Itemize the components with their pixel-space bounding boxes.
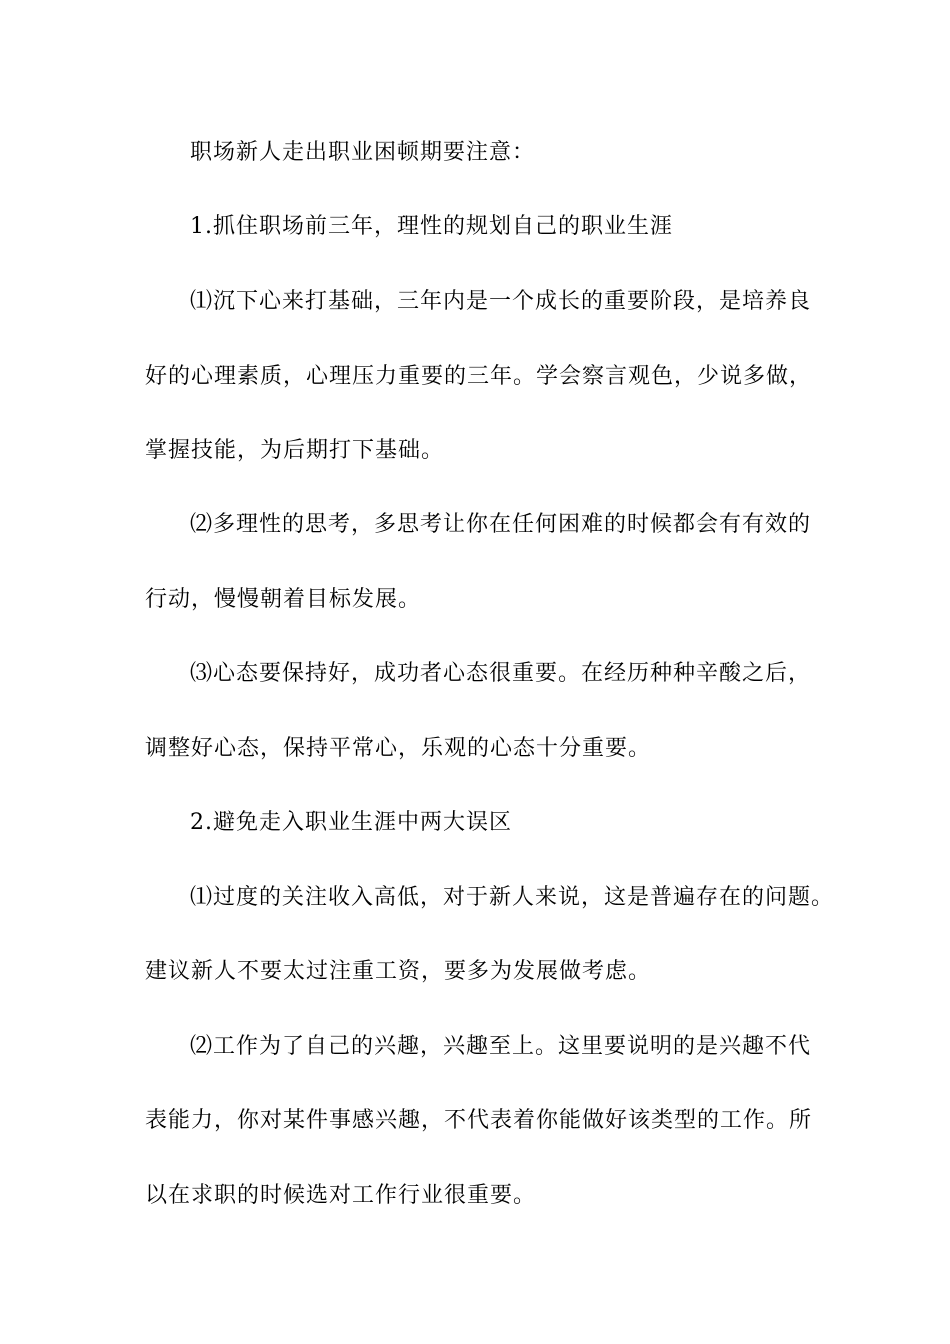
paragraph-1-line-2: 好的心理素质，心理压力重要的三年。学会察言观色，少说多做， — [145, 364, 813, 389]
paragraph-4-line-1: ⑴过度的关注收入高低，对于新人来说，这是普遍存在的问题。 — [190, 885, 835, 910]
paragraph-4-line-2: 建议新人不要太过注重工资，要多为发展做考虑。 — [145, 959, 652, 984]
section-heading-2: 2.避免走入职业生涯中两大误区 — [190, 810, 512, 835]
paragraph-5-line-1: ⑵工作为了自己的兴趣，兴趣至上。这里要说明的是兴趣不代 — [190, 1034, 812, 1059]
section-heading-1: 1.抓住职场前三年，理性的规划自己的职业生涯 — [190, 214, 673, 239]
document-title: 职场新人走出职业困顿期要注意： — [190, 140, 536, 165]
paragraph-1-line-3: 掌握技能，为后期打下基础。 — [145, 438, 445, 463]
paragraph-5-line-2: 表能力，你对某件事感兴趣，不代表着你能做好该类型的工作。所 — [145, 1108, 813, 1133]
paragraph-3-line-2: 调整好心态，保持平常心，乐观的心态十分重要。 — [145, 736, 652, 761]
paragraph-2-line-1: ⑵多理性的思考，多思考让你在任何困难的时候都会有有效的 — [190, 512, 812, 537]
paragraph-2-line-2: 行动，慢慢朝着目标发展。 — [145, 587, 422, 612]
paragraph-5-line-3: 以在求职的时候选对工作行业很重要。 — [145, 1183, 537, 1208]
paragraph-1-line-1: ⑴沉下心来打基础，三年内是一个成长的重要阶段，是培养良 — [190, 289, 812, 314]
paragraph-3-line-1: ⑶心态要保持好，成功者心态很重要。在经历种种辛酸之后， — [190, 661, 812, 686]
